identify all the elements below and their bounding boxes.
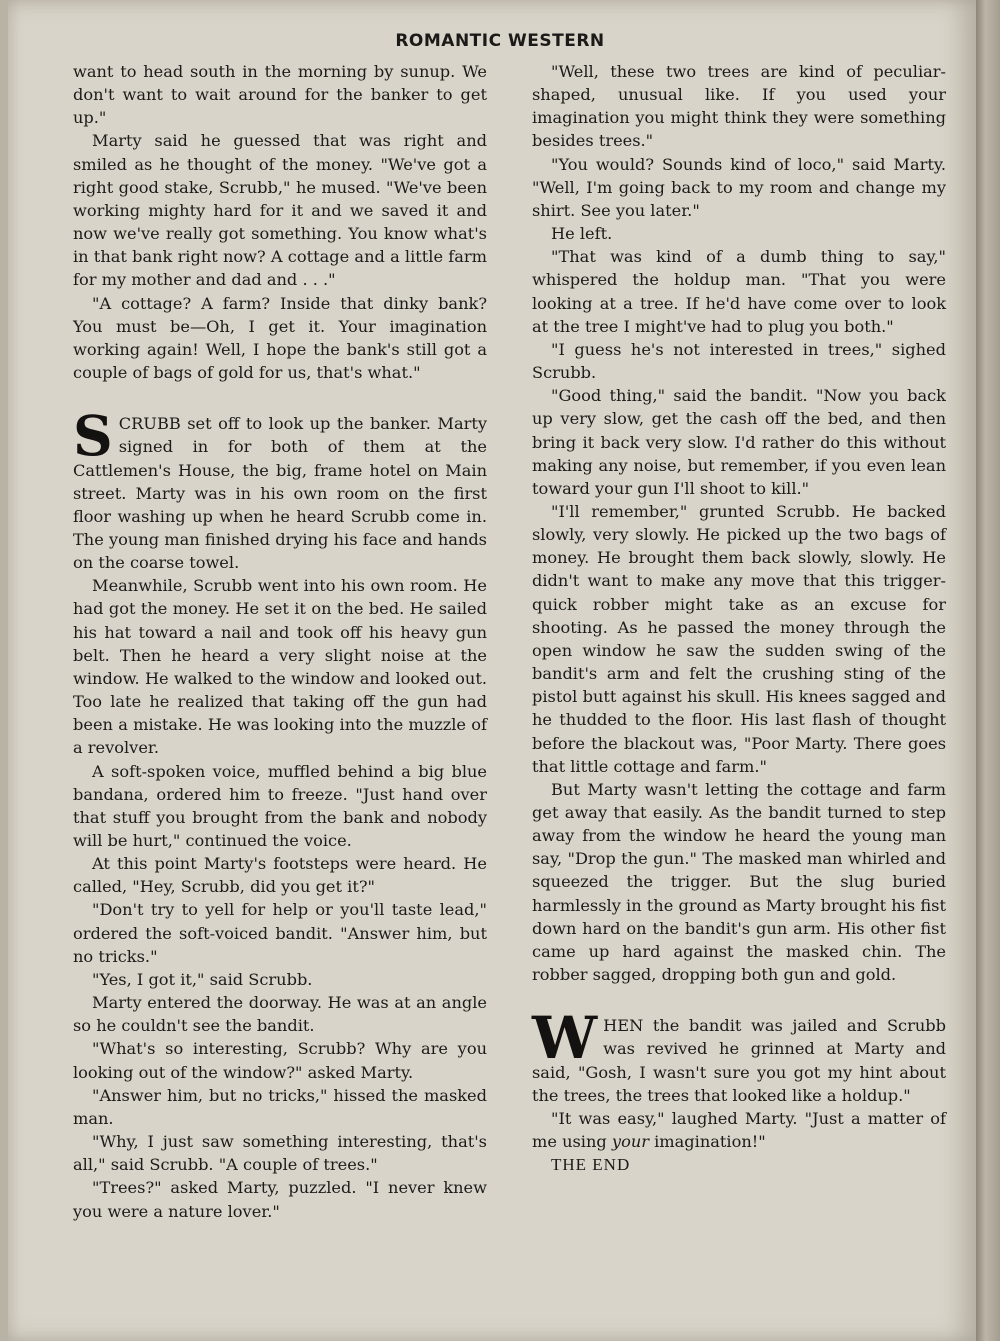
page-spine	[976, 0, 1000, 1341]
paragraph: "You would? Sounds kind of loco," said Marty. "Well, I'm going back to my room and change my shirt. See you later."	[532, 154, 946, 220]
paragraph: "Trees?" asked Marty, puzzled. "I never knew you were a nature lover."	[73, 1178, 487, 1221]
section-paragraph	[532, 1004, 946, 1107]
paragraph: He left.	[551, 224, 613, 244]
paragraph: "Why, I just saw something interesting, that's all," said Scrubb. "A couple of trees."	[73, 1132, 487, 1175]
paragraph-text: imagination!"	[648, 1132, 766, 1152]
paragraph-text: HEN the bandit was jailed and Scrubb was revived he grinned at Marty and said, "Gosh, I wasn't sure you got my hint about the trees, the trees that looked like a holdup."	[532, 1016, 946, 1105]
paragraph-text: CRUBB set off to look up the banker. Marty signed in for both of them at the Cattlemen's House, the big, frame hotel on Main street. Marty was in his own room on the first floor washing up when he heard Scrubb come in. The young man finished drying his face and hands on the coarse towel.	[73, 414, 487, 573]
paragraph: "A cottage? A farm? Inside that dinky bank? You must be—Oh, I get it. Your imagination working again! Well, I hope the bank's still got a couple of bags of gold for us, that's what."	[73, 293, 487, 383]
paragraph: "That was kind of a dumb thing to say," whispered the holdup man. "That you were looking at a tree. If he'd have come over to look at the tree I might've had to plug you both."	[532, 247, 946, 336]
paragraph: "Answer him, but no tricks," hissed the masked man.	[73, 1085, 487, 1128]
right-column	[532, 60, 946, 1176]
paragraph: But Marty wasn't letting the cottage and farm get away that easily. As the bandit turned to step away from the window he heard the young man say, "Drop the gun." The masked man whirled and squeezed the trigger. But the slug buried harmlessly in the ground as Marty brought his fist down hard on the bandit's gun arm. His other fist came up hard against the masked chin. The robber sagged, dropping both gun and gold.	[532, 779, 946, 985]
running-header: ROMANTIC WESTERN	[395, 31, 605, 51]
paragraph	[532, 1107, 946, 1153]
drop-cap: W	[532, 1004, 598, 1073]
paragraph: "I guess he's not interested in trees," sighed Scrubb.	[532, 339, 946, 383]
paragraph: "Well, these two trees are kind of peculiar-shaped, unusual like. If you used your imagination you might think they were something besides trees."	[532, 62, 946, 151]
paragraph: want to head south in the morning by sunup. We don't want to wait around for the banker to get up."	[73, 62, 487, 128]
paragraph: A soft-spoken voice, muffled behind a big blue bandana, ordered him to freeze. "Just hand over that stuff you brought from the bank and nobody will be hurt," continued the voice.	[73, 761, 487, 850]
section-paragraph	[73, 403, 487, 574]
emphasis-text: your	[611, 1132, 649, 1152]
paragraph: "Good thing," said the bandit. "Now you back up very slow, get the cash off the bed, and then bring it back very slow. I'd rather do this without making any noise, but remember, if you even lean toward your gun I'll shoot to kill."	[532, 386, 946, 498]
paragraph-text: "It was easy," laughed Marty. "Just a matter of me using	[532, 1108, 946, 1152]
drop-cap: S	[73, 403, 113, 469]
the-end: THE END	[551, 1155, 631, 1175]
paragraph: "Don't try to yell for help or you'll taste lead," ordered the soft-voiced bandit. "Answer him, but no tricks."	[73, 900, 487, 966]
paragraph: Meanwhile, Scrubb went into his own room. He had got the money. He set it on the bed. He sailed his hat toward a nail and took off his heavy gun belt. Then he heard a very slight noise at the window. He walked to the window and looked out. Too late he realized that taking off the gun had been a mistake. He was looking into the muzzle of a revolver.	[73, 576, 487, 758]
paragraph: "I'll remember," grunted Scrubb. He backed slowly, very slowly. He picked up the two bags of money. He brought them back slowly, slowly. He didn't want to make any move that this trigger-quick robber might take as an excuse for shooting. As he passed the money through the open window he saw the sudden swing of the bandit's arm and felt the crushing sting of the pistol butt against his skull. His knees sagged and he thudded to the floor. His last flash of thought before the blackout was, "Poor Marty. There goes that little cottage and farm."	[532, 501, 946, 776]
left-column	[73, 60, 487, 1223]
paragraph: Marty said he guessed that was right and smiled as he thought of the money. "We've got a right good stake, Scrubb," he mused. "We've been working mighty hard for it and we saved it and now we've really got something. You know what's in that bank right now? A cottage and a little farm for my mother and dad and . . ."	[73, 131, 487, 290]
paragraph: "What's so interesting, Scrubb? Why are you looking out of the window?" asked Marty.	[73, 1039, 487, 1082]
paragraph: Marty entered the doorway. He was at an angle so he couldn't see the bandit.	[73, 993, 487, 1036]
paragraph: "Yes, I got it," said Scrubb.	[92, 969, 313, 989]
paragraph: At this point Marty's footsteps were heard. He called, "Hey, Scrubb, did you get it?"	[73, 854, 487, 897]
